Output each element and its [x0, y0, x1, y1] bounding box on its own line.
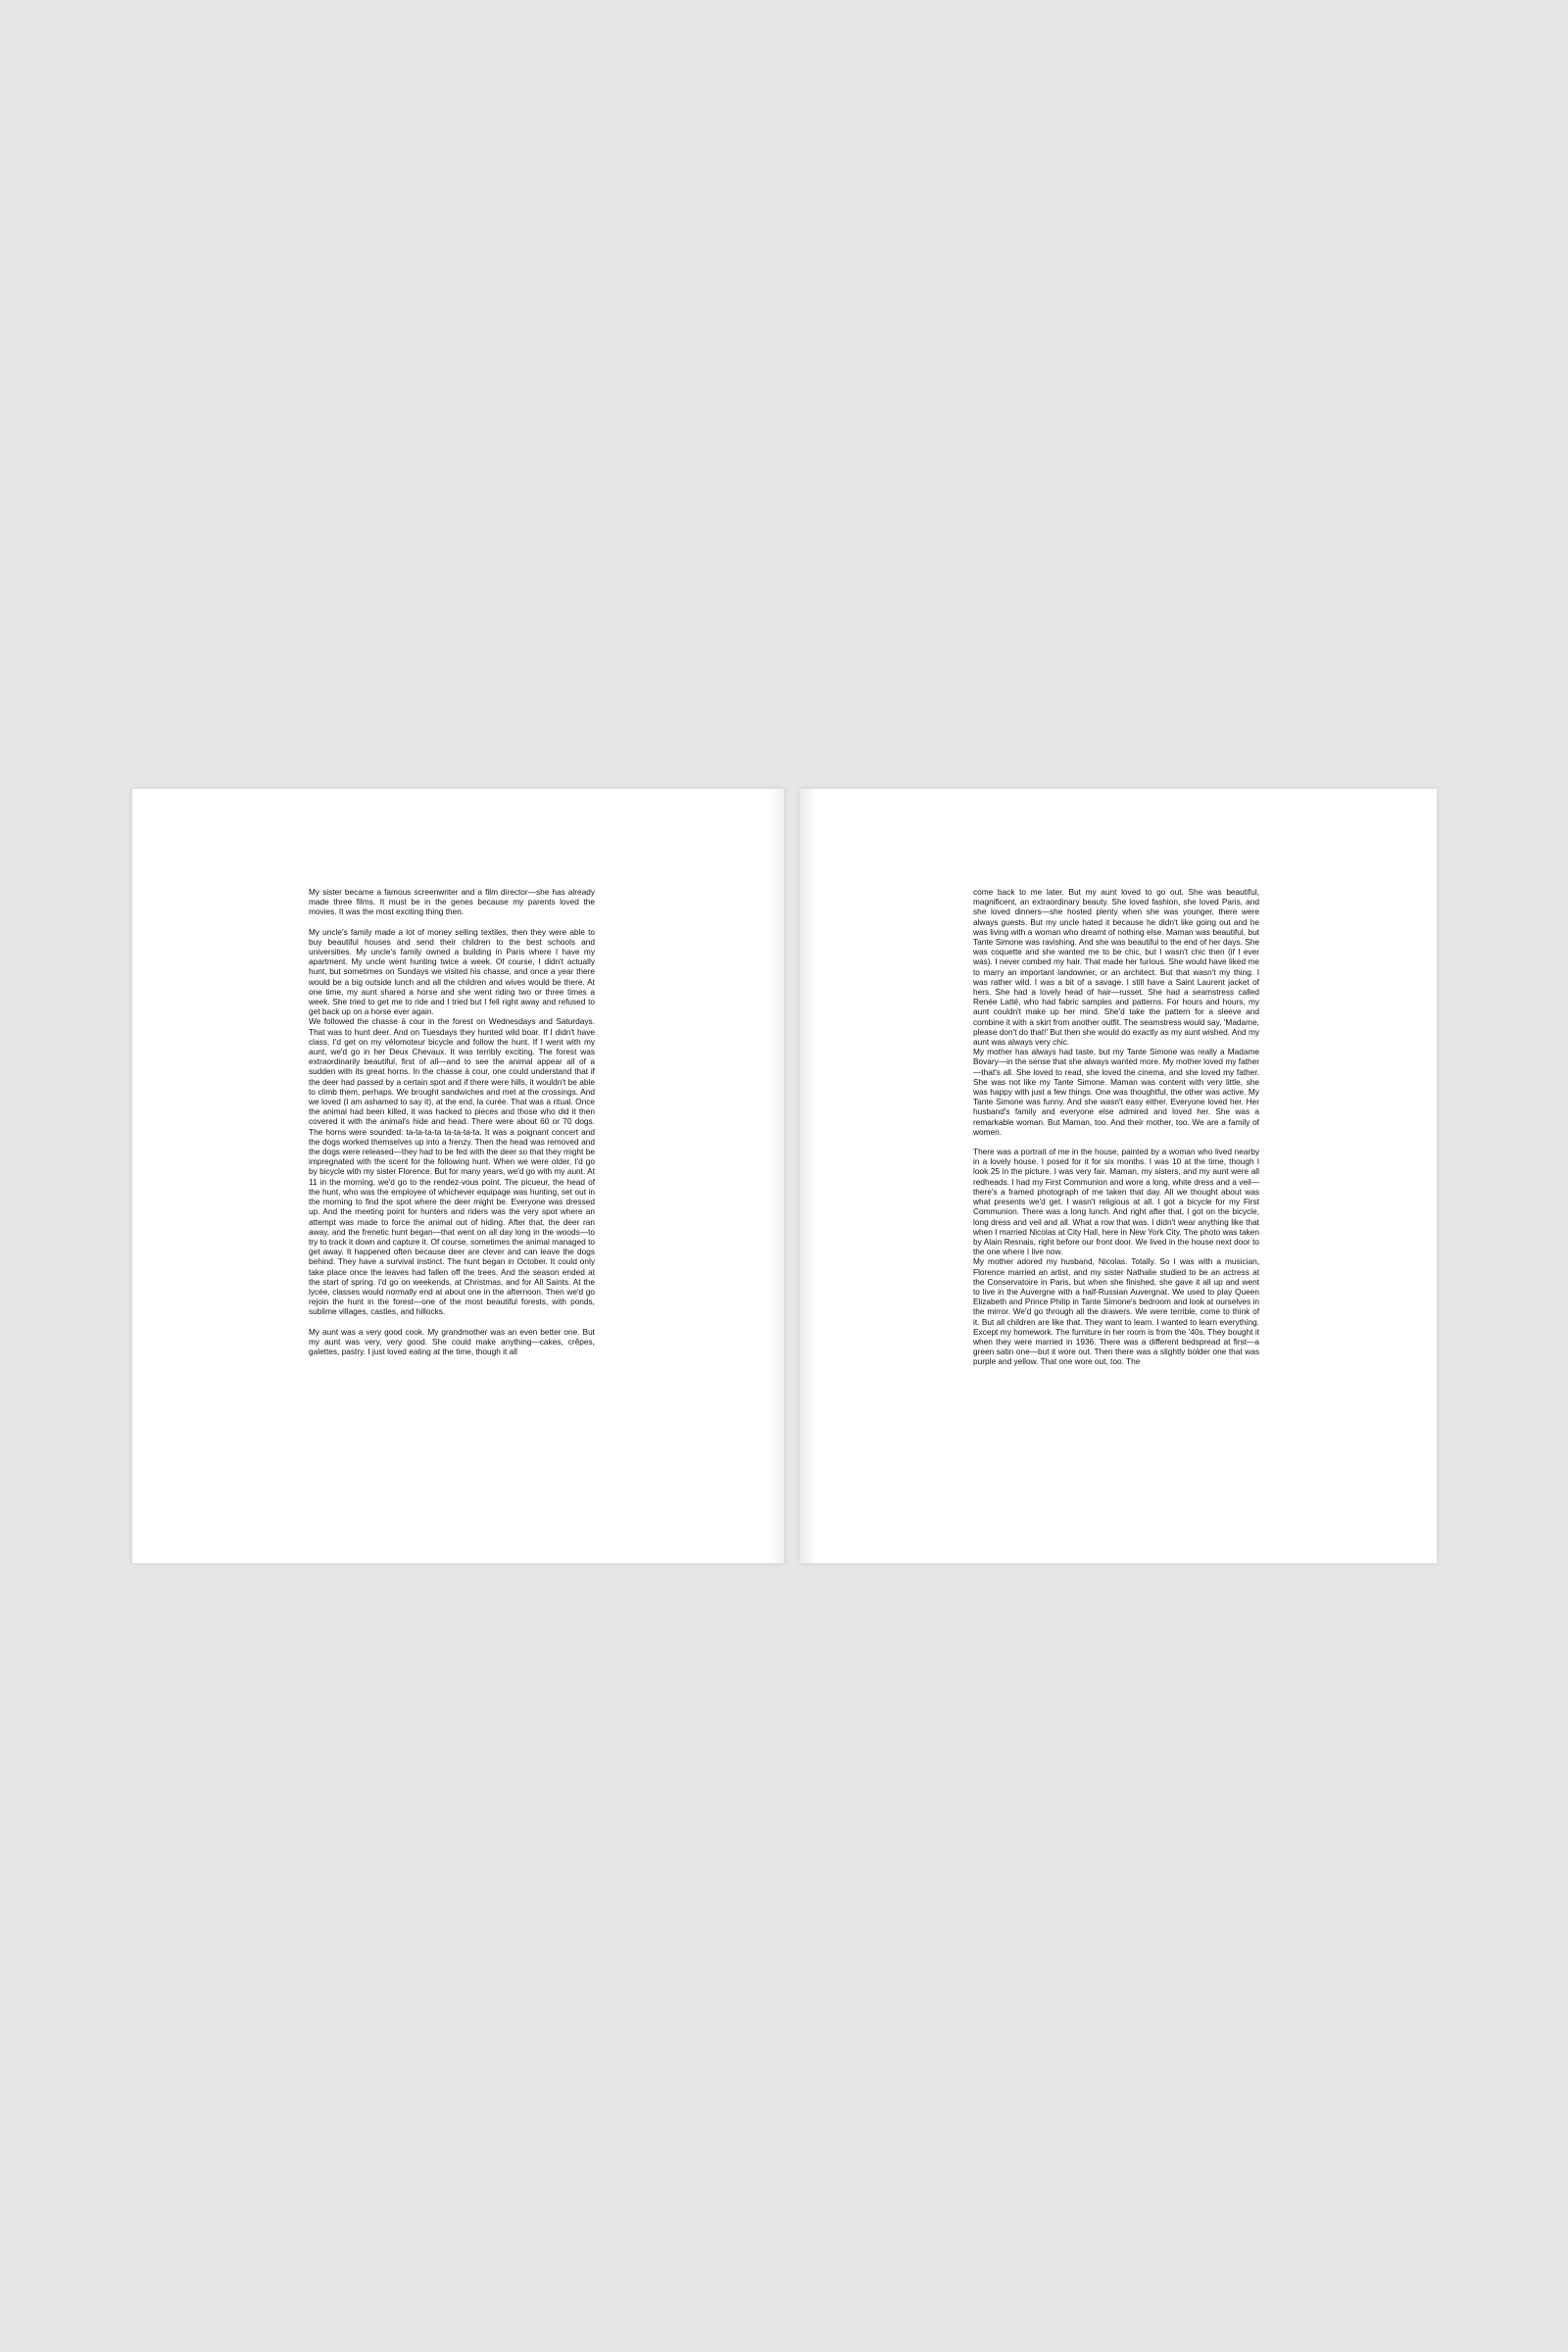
gutter-shadow [766, 789, 784, 1563]
gutter-shadow [800, 789, 817, 1563]
paragraph: There was a portrait of me in the house, painted by a woman who lived nearby in a lovely house. I posed for it for six months. I was 10 at the time, though I look 25 in the picture. I was very fair. Maman, my sisters, and my aunt were all redheads. I had my First Communion and wore a long, white dress and a veil—there's a framed photograph of me taken that day. All we thought about was what presents we'd get. I wasn't religious at all. I got a bicycle for my First Communion. There was a long lunch. And right after that, I got on the bicycle, long dress and veil and all. What a row that was. I didn't wear anything like that when I married Nicolas at City Hall, here in New York City. The photo was taken by Alain Resnais, right before our front door. We lived in the house next door to the one where I live now. [973, 1147, 1259, 1257]
paragraph: My mother has always had taste, but my Tante Simone was really a Madame Bovary—in the sense that she always wanted more. My mother loved my father—that's all. She loved to read, she loved the cinema, and she loved my father. She was not like my Tante Simone. Maman was content with very little, she was happy with just a few things. One was thoughtful, the other was active. My Tante Simone was funny. And she wasn't easy either. Everyone loved her. Her husband's family and everyone else admired and loved her. She was a remarkable woman. But Maman, too. And their mother, too. We are a family of women. [973, 1047, 1259, 1137]
left-text-column [309, 887, 595, 1356]
right-text-column [973, 887, 1259, 1367]
paragraph: come back to me later. But my aunt loved to go out. She was beautiful, magnificent, an extraordinary beauty. She loved fashion, she loved Paris, and she loved dinners—she hosted plenty when she was younger, there were always guests. But my uncle hated it because he didn't like going out and he was living with a woman who dreamt of nothing else. Maman was beautiful, but Tante Simone was ravishing. And she was beautiful to the end of her days. She was coquette and she wanted me to be chic, but I wasn't chic then (if I ever was). I never combed my hair. That made her furious. She would have liked me to marry an important landowner, or an architect. But that wasn't my thing. I was rather wild. I was a bit of a savage. I still have a Saint Laurent jacket of hers. She had a lovely head of hair—russet. She had a seamstress called Renée Latté, who had fabric samples and patterns. For hours and hours, my aunt couldn't make up her mind. She'd take the pattern for a sleeve and combine it with a skirt from another outfit. The seamstress would say, 'Madame, please don't do that!' But then she would do exactly as my aunt wished. And my aunt was always very chic. [973, 887, 1259, 1048]
paragraph: My mother adored my husband, Nicolas. Totally. So I was with a musician, Florence married an artist, and my sister Nathalie studied to be an actress at the Conservatoire in Paris, but when she finished, she gave it all up and went to live in the Auvergne with a half-Russian Auvergnat. We used to play Queen Elizabeth and Prince Philip in Tante Simone's bedroom and look at ourselves in the mirror. We'd go through all the drawers. We were terrible, come to think of it. But all children are like that. They want to learn. I wanted to learn everything. Except my homework. The furniture in her room is from the '40s. They bought it when they were married in 1936. There was a different bedspread at first—a green satin one—but it wore out. Then there was a slightly bolder one that was purple and yellow. That one wore out, too. The [973, 1256, 1259, 1367]
paragraph: My aunt was a very good cook. My grandmother was an even better one. But my aunt was very, very good. She could make anything—cakes, crêpes, galettes, pastry. I just loved eating at the time, though it all [309, 1326, 595, 1356]
paragraph: My sister became a famous screenwriter and a film director—she has already made three films. It must be in the genes because my parents loved the movies. It was the most exciting thing then. [309, 887, 595, 917]
paragraph: My uncle's family made a lot of money selling textiles, then they were able to buy beautiful houses and send their children to the best schools and universities. My uncle's family owned a building in Paris where I have my apartment. My uncle went hunting twice a week. Of course, I didn't actually hunt, but sometimes on Sundays we visited his chasse, and once a year there would be a big outside lunch and all the children and wives would be there. At one time, my aunt shared a horse and she went riding two or three times a week. She tried to get me to ride and I tried but I fell right away and refused to get back up on a horse ever again. [309, 926, 595, 1017]
paragraph: We followed the chasse à cour in the forest on Wednesdays and Saturdays. That was to hunt deer. And on Tuesdays they hunted wild boar. If I didn't have class, I'd get on my vélomoteur bicycle and follow the hunt. If I went with my aunt, we'd go in her Deux Chevaux. It was terribly exciting. The forest was extraordinarily beautiful, first of all—and to see the animal appear all of a sudden with its great horns. In the chasse à cour, one could understand that if the deer had passed by a certain spot and if there were hills, it wouldn't be able to climb them, perhaps. We brought sandwiches and met at the crossings. And we loved (I am ashamed to say it), at the end, la curée. That was a ritual. Once the animal had been killed, it was hacked to pieces and those who did it then covered it with the animal's hide and head. There were about 60 or 70 dogs. The horns were sounded: ta-ta-ta-ta ta-ta-ta-ta. It was a poignant concert and the dogs worked themselves up into a frenzy. Then the head was removed and the dogs were released—they had to be fed with the deer so that they might be impregnated with the scent for the following hunt. When we were older, I'd go by bicycle with my sister Florence. But for many years, we'd go with my aunt. At 11 in the morning, we'd go to the rendez-vous point. The picueur, the head of the hunt, who was the employee of whichever equipage was hunting, set out in the morning to find the spot where the deer might be. Everyone was dressed up. And the meeting point for hunters and riders was the very spot where an attempt was made to force the animal out of hiding. After that, the deer ran away, and the frenetic hunt began—that went on all day long in the woods—to try to track it down and capture it. Of course, sometimes the animal managed to get away. It happened often because deer are clever and can leave the dogs behind. They have a survival instinct. The hunt began in October. It could only take place once the leaves had fallen off the trees. And the season ended at the start of spring. I'd go on weekends, at Christmas, and for All Saints. At the lycée, classes would normally end at about one in the afternoon. Then we'd go rejoin the hunt in the forest—one of the most beautiful forests, with ponds, sublime villages, castles, and hillocks. [309, 1016, 595, 1317]
right-page [800, 789, 1437, 1563]
left-page [132, 789, 784, 1563]
